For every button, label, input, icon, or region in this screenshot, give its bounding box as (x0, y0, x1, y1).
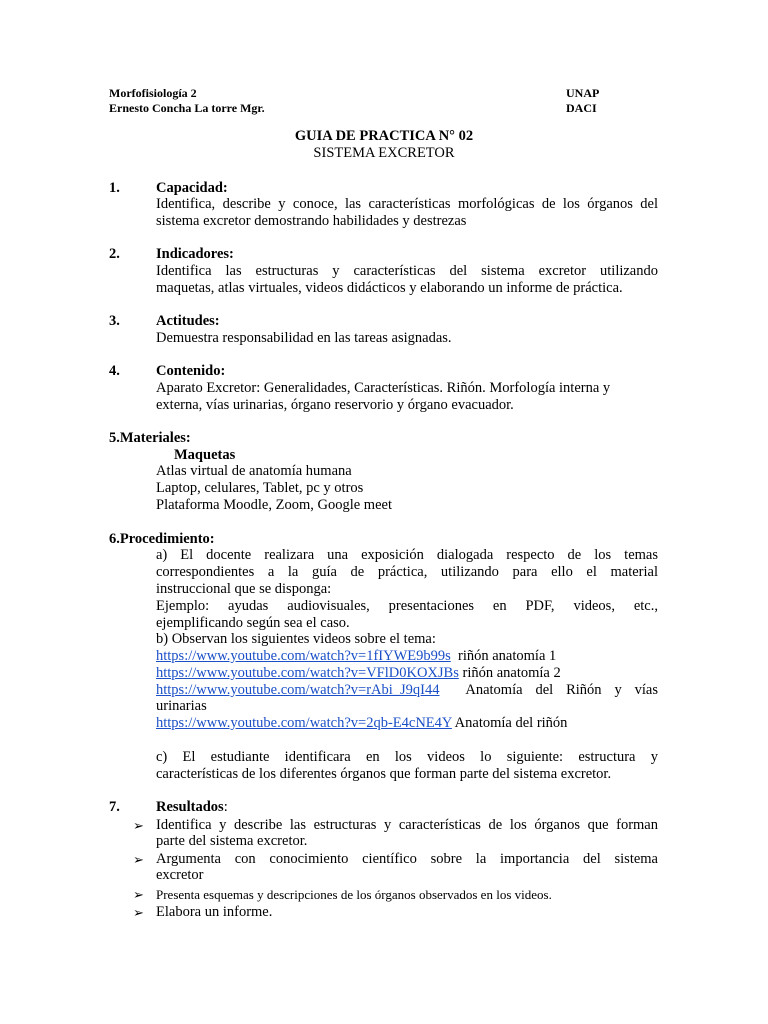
section-2-heading: Indicadores: (156, 246, 234, 262)
video-row (156, 715, 567, 732)
materials-item: Atlas virtual de anatomía humana (156, 463, 352, 479)
instructor-name: Ernesto Concha La torre Mgr. (109, 101, 265, 115)
result-item-line1: Argumenta con conocimiento científico sobre la importancia del sistema (156, 851, 658, 867)
arrow-bullet-icon: ➢ (133, 905, 144, 920)
arrow-bullet-icon: ➢ (133, 818, 144, 833)
page-subtitle: SISTEMA EXCRETOR (313, 145, 455, 161)
page-title: GUIA DE PRACTICA N° 02 (294, 128, 474, 144)
video-label: Anatomía del Riñón y vías (465, 682, 658, 698)
university-name: UNAP (566, 86, 600, 100)
section-3-heading: Actitudes: (156, 313, 220, 329)
section-7-heading: Resultados (156, 799, 224, 815)
section-1-text-line2: sistema excretor demostrando habilidades y destrezas (156, 213, 467, 229)
section-5-heading: 5.Materiales: (109, 430, 191, 446)
section-4-text-line2: externa, vías urinarias, órgano reservorio y órgano evacuador. (156, 397, 514, 413)
materials-item: Plataforma Moodle, Zoom, Google meet (156, 497, 392, 513)
result-item-line2: parte del sistema excretor. (156, 833, 308, 849)
procedure-example-line1: Ejemplo: ayudas audiovisuales, presentaciones en PDF, videos, etc., (156, 598, 658, 614)
video-row (156, 682, 658, 699)
result-item-line1: Presenta esquemas y descripciones de los órganos observados en los videos. (156, 887, 552, 902)
section-1-heading: Capacidad: (156, 180, 228, 196)
section-2-text-line1: Identifica las estructuras y características del sistema excretor utilizando (156, 263, 658, 279)
section-4-heading: Contenido: (156, 363, 226, 379)
procedure-a-line3: instruccional que se disponga: (156, 581, 332, 597)
section-7-number: 7. (109, 799, 120, 815)
result-item-line1: Identifica y describe las estructuras y características de los órganos que forman (156, 817, 658, 833)
arrow-bullet-icon: ➢ (133, 887, 144, 902)
video-link[interactable]: https://www.youtube.com/watch?v=2qb-E4cNE4Y (156, 715, 452, 731)
result-item-line2: excretor (156, 867, 204, 883)
section-7-heading-row (156, 799, 228, 816)
video-link[interactable]: https://www.youtube.com/watch?v=rAbi_J9qI44 (156, 682, 440, 698)
video-row (156, 665, 561, 682)
video-link[interactable]: https://www.youtube.com/watch?v=VFlD0KOXJBs (156, 665, 459, 681)
section-2-text-line2: maquetas, atlas virtuales, videos didácticos y elaborando un informe de práctica. (156, 280, 623, 296)
video-label: riñón anatomía 1 (458, 648, 557, 664)
section-3-number: 3. (109, 313, 120, 329)
video-row (156, 648, 556, 665)
video-label: riñón anatomía 2 (462, 665, 561, 681)
video-link[interactable]: https://www.youtube.com/watch?v=1fIYWE9b99s (156, 648, 451, 664)
video-label: Anatomía del riñón (454, 715, 568, 731)
procedure-c-line1: c) El estudiante identificara en los videos lo siguiente: estructura y (156, 749, 658, 765)
section-2-number: 2. (109, 246, 120, 262)
section-1-number: 1. (109, 180, 120, 196)
result-item-line1: Elabora un informe. (156, 904, 273, 920)
section-4-text-line1: Aparato Excretor: Generalidades, Características. Riñón. Morfología interna y (156, 380, 611, 396)
procedure-a-line2: correspondientes a la guía de práctica, utilizando para ello el material (156, 564, 658, 580)
video-label-continuation: urinarias (156, 698, 207, 714)
procedure-c-line2: características de los diferentes órganos que forman parte del sistema excretor. (156, 766, 612, 782)
section-3-text: Demuestra responsabilidad en las tareas asignadas. (156, 330, 452, 346)
course-name: Morfofisiología 2 (109, 86, 197, 100)
section-6-heading: 6.Procedimiento: (109, 531, 215, 547)
procedure-a-line1: a) El docente realizara una exposición dialogada respecto de los temas (156, 547, 658, 563)
arrow-bullet-icon: ➢ (133, 852, 144, 867)
section-7-colon: : (223, 799, 228, 815)
section-1-text-line1: Identifica, describe y conoce, las características morfológicas de los órganos del (156, 196, 658, 212)
section-4-number: 4. (109, 363, 120, 379)
materials-item: Maquetas (174, 447, 236, 463)
materials-item: Laptop, celulares, Tablet, pc y otros (156, 480, 364, 496)
procedure-example-line2: ejemplificando según sea el caso. (156, 615, 350, 631)
department-name: DACI (566, 101, 597, 115)
procedure-b-line: b) Observan los siguientes videos sobre el tema: (156, 631, 436, 647)
